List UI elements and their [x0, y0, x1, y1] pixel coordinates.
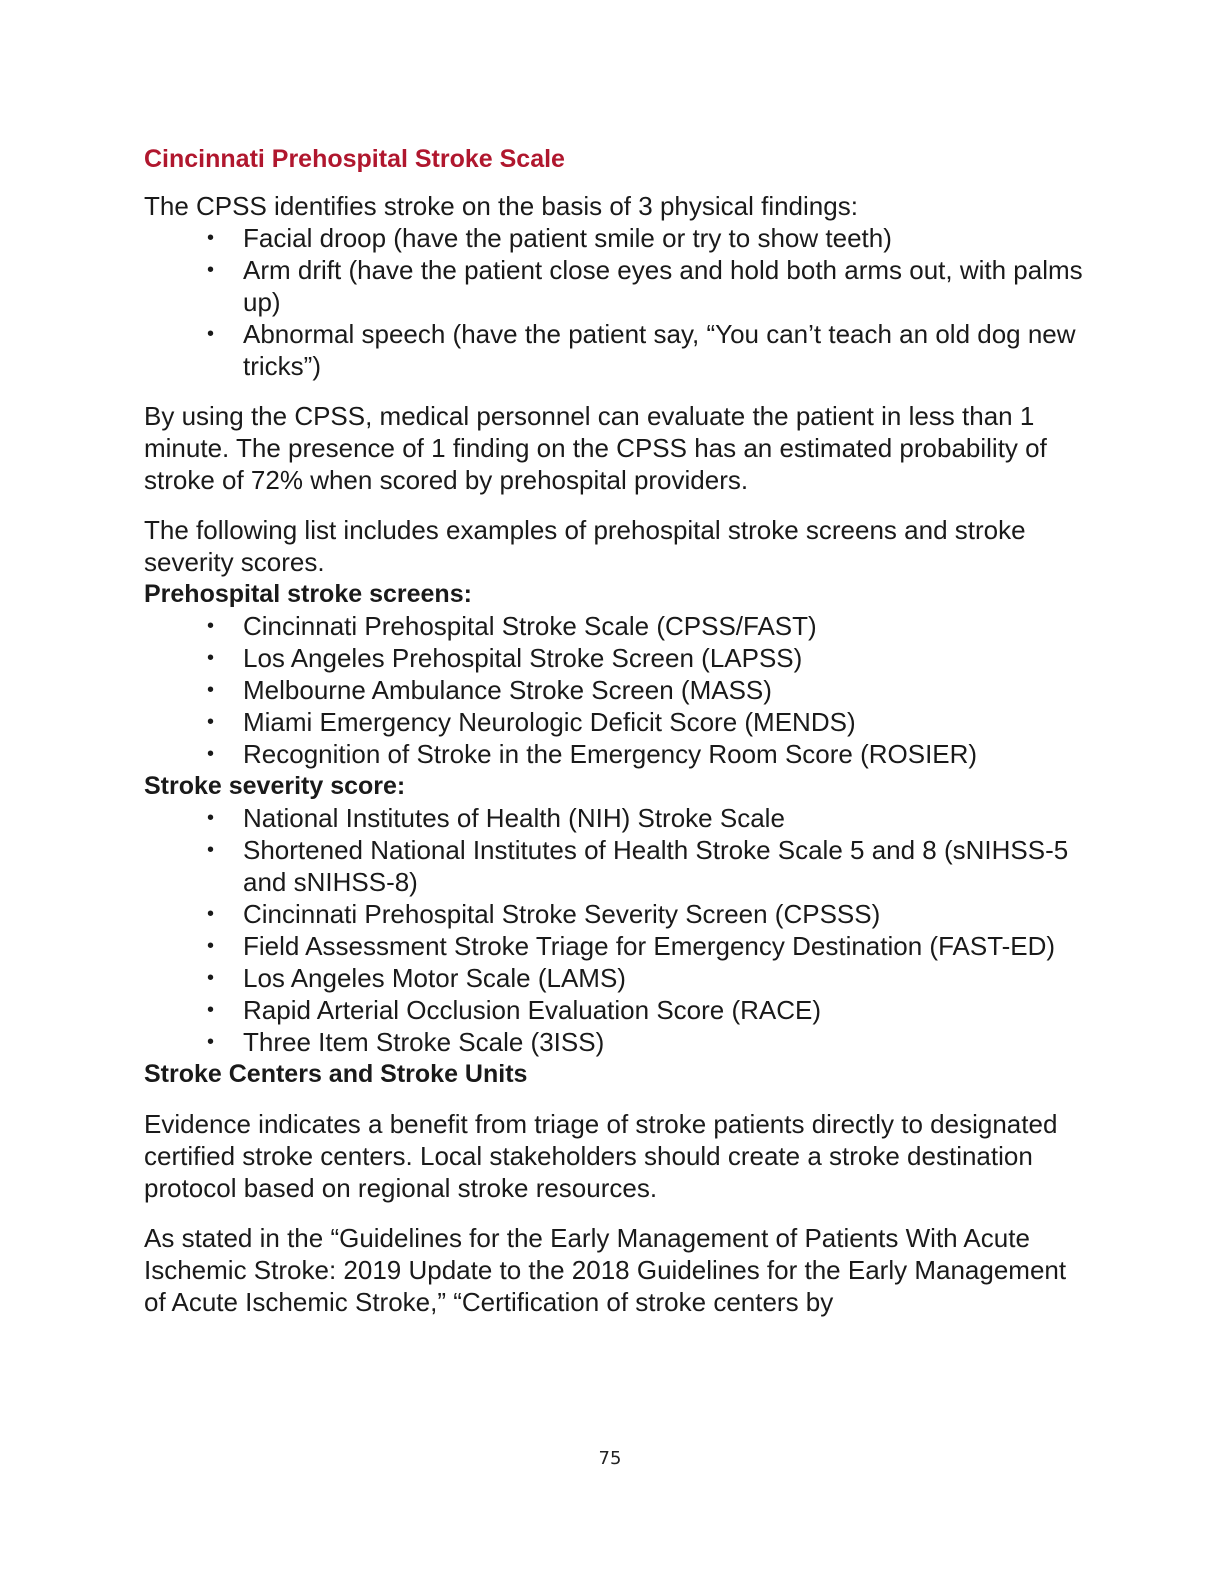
list-item: • Melbourne Ambulance Stroke Screen (MASS) [243, 674, 1084, 706]
intro-paragraph: The CPSS identifies stroke on the basis of 3 physical findings: [144, 191, 858, 221]
list-item: • Facial droop (have the patient smile or try to show teeth) [243, 222, 1084, 254]
list-item: • Shortened National Institutes of Health Stroke Scale 5 and 8 (sNIHSS-5 and sNIHSS-8) [243, 834, 1084, 898]
list-intro-paragraph: The following list includes examples of prehospital stroke screens and stroke severity scores. [144, 515, 1026, 577]
list-item: • Los Angeles Prehospital Stroke Screen (LAPSS) [243, 642, 1084, 674]
list-item: • Arm drift (have the patient close eyes and hold both arms out, with palms up) [243, 254, 1084, 318]
screens-heading: Prehospital stroke screens: [144, 580, 472, 608]
document-page [144, 142, 1084, 1318]
guidelines-paragraph: As stated in the “Guidelines for the Early Management of Patients With Acute Ischemic Stroke: 2019 Update to the 2018 Guidelines for the Early Management of Acute Ischemic Stroke,” “Certification of stroke centers by [144, 1223, 1067, 1317]
list-item: • Miami Emergency Neurologic Deficit Score (MENDS) [243, 706, 1084, 738]
list-item: • Field Assessment Stroke Triage for Emergency Destination (FAST-ED) [243, 930, 1084, 962]
list-item: • Recognition of Stroke in the Emergency Room Score (ROSIER) [243, 738, 1084, 770]
list-item: • Three Item Stroke Scale (3ISS) [243, 1026, 1084, 1058]
list-item: • Cincinnati Prehospital Stroke Scale (CPSS/FAST) [243, 610, 1084, 642]
severity-list [144, 802, 1084, 1058]
section-title: Cincinnati Prehospital Stroke Scale [144, 145, 565, 173]
centers-paragraph: Evidence indicates a benefit from triage of stroke patients directly to designated certified stroke centers. Local stakeholders should create a stroke destination protocol based on regional stroke resources. [144, 1109, 1058, 1203]
centers-heading: Stroke Centers and Stroke Units [144, 1060, 528, 1088]
severity-heading: Stroke severity score: [144, 772, 406, 800]
screens-list [144, 610, 1084, 770]
page-number: 75 [598, 1448, 622, 1469]
list-item: • Cincinnati Prehospital Stroke Severity Screen (CPSSS) [243, 898, 1084, 930]
cpss-paragraph: By using the CPSS, medical personnel can evaluate the patient in less than 1 minute. The presence of 1 finding on the CPSS has an estimated probability of stroke of 72% when scored by prehospital providers. [144, 401, 1047, 495]
list-item: • Abnormal speech (have the patient say, “You can’t teach an old dog new tricks”) [243, 318, 1084, 382]
list-item: • Los Angeles Motor Scale (LAMS) [243, 962, 1084, 994]
list-item: • National Institutes of Health (NIH) Stroke Scale [243, 802, 1084, 834]
list-item: • Rapid Arterial Occlusion Evaluation Score (RACE) [243, 994, 1084, 1026]
findings-list [144, 222, 1084, 382]
